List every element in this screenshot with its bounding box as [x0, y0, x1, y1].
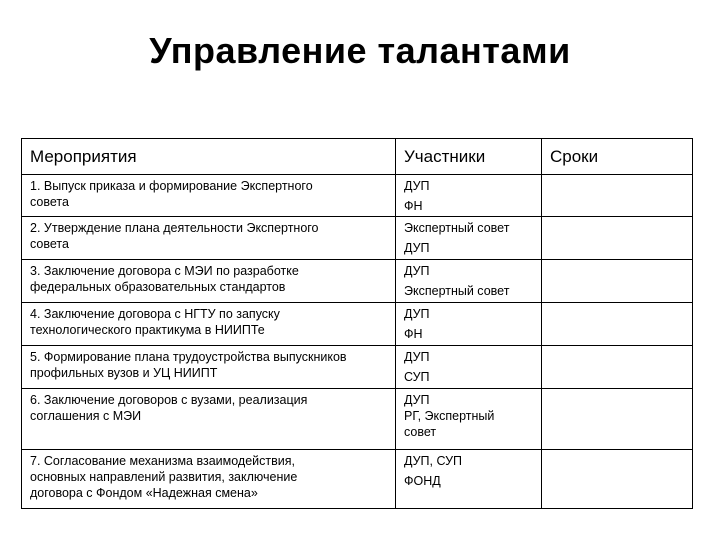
table-row — [22, 346, 693, 389]
participant-line: ДУП — [404, 241, 430, 255]
activity-cell — [22, 217, 396, 260]
participant-line: ДУП — [404, 264, 430, 278]
activity-line: 5. Формирование плана трудоустройства выпускников — [30, 350, 347, 364]
activity-line: совета — [30, 237, 69, 251]
activity-line: профильных вузов и УЦ НИИПТ — [30, 366, 218, 380]
table-header-row — [22, 139, 693, 175]
participant-line: ФН — [404, 327, 423, 341]
activity-line: федеральных образовательных стандартов — [30, 280, 286, 294]
page-title: Управление талантами — [149, 30, 571, 71]
participant-line: СУП — [404, 370, 430, 384]
activity-line: 6. Заключение договоров с вузами, реализация — [30, 393, 308, 407]
plan-table — [21, 138, 693, 509]
participants-cell — [396, 260, 542, 303]
participant-line: ДУП — [404, 179, 430, 193]
participant-line: ДУП — [404, 393, 430, 407]
header-activities: Мероприятия — [22, 139, 396, 175]
activity-line: 4. Заключение договора с НГТУ по запуску — [30, 307, 280, 321]
header-deadlines: Сроки — [542, 139, 693, 175]
activity-cell — [22, 303, 396, 346]
activity-cell — [22, 175, 396, 217]
table-row — [22, 389, 693, 450]
activity-line: 7. Согласование механизма взаимодействия, — [30, 454, 295, 468]
table-row — [22, 175, 693, 217]
participant-line: Экспертный совет — [404, 284, 510, 298]
participants-cell — [396, 450, 542, 509]
header-participants: Участники — [396, 139, 542, 175]
participant-line: ДУП, СУП — [404, 454, 463, 468]
activity-line: технологического практикума в НИИПТе — [30, 323, 265, 337]
participant-line: ДУП — [404, 350, 430, 364]
activity-cell — [22, 346, 396, 389]
activity-line: 1. Выпуск приказа и формирование Экспертного — [30, 179, 313, 193]
deadline-cell — [542, 450, 693, 509]
activity-cell — [22, 389, 396, 450]
activity-line: 2. Утверждение плана деятельности Экспертного — [30, 221, 319, 235]
activity-line: 3. Заключение договора с МЭИ по разработке — [30, 264, 299, 278]
participants-cell — [396, 175, 542, 217]
table-row — [22, 260, 693, 303]
table-row — [22, 217, 693, 260]
participant-line: ФН — [404, 199, 423, 213]
participant-line: совет — [404, 425, 437, 439]
participants-cell — [396, 217, 542, 260]
deadline-cell — [542, 175, 693, 217]
deadline-cell — [542, 346, 693, 389]
participants-cell — [396, 346, 542, 389]
participant-line: Экспертный совет — [404, 221, 510, 235]
deadline-cell — [542, 389, 693, 450]
activity-line: основных направлений развития, заключение — [30, 470, 298, 484]
activity-cell — [22, 260, 396, 303]
participant-line: ДУП — [404, 307, 430, 321]
participants-cell — [396, 389, 542, 450]
activity-line: договора с Фондом «Надежная смена» — [30, 486, 258, 500]
deadline-cell — [542, 217, 693, 260]
deadline-cell — [542, 260, 693, 303]
activity-line: соглашения с МЭИ — [30, 409, 142, 423]
table-row — [22, 450, 693, 509]
participants-cell — [396, 303, 542, 346]
participant-line: ФОНД — [404, 474, 441, 488]
deadline-cell — [542, 303, 693, 346]
activity-line: совета — [30, 195, 69, 209]
activity-cell — [22, 450, 396, 509]
participant-line: РГ, Экспертный — [404, 409, 495, 423]
table-row — [22, 303, 693, 346]
